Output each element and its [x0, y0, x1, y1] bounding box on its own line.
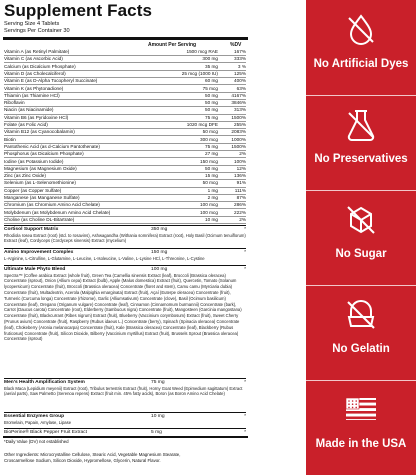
section-name: Cortisol Support Matrix — [4, 226, 59, 232]
nutrient-name: Vitamin D (as Cholecalciferol) — [4, 70, 66, 76]
nutrient-amount: 2 mg — [207, 195, 218, 200]
nutrient-dv: 333% — [234, 56, 246, 62]
nutrient-amount: 300 mcg — [200, 136, 218, 142]
nutrient-name: Copper (as Copper Sulfate) — [4, 187, 62, 193]
claims-rail — [306, 0, 416, 475]
nutrient-dv: 4167% — [231, 92, 246, 98]
footer-rule — [3, 436, 248, 438]
nutrient-amount: 25 mcg (1000 IU) — [181, 70, 218, 76]
table-row — [4, 202, 246, 209]
table-row — [4, 137, 246, 144]
claim-badge — [306, 0, 416, 96]
nutrient-name: Niacin (as Niacinamide) — [4, 107, 54, 113]
nutrient-amount: 60 mg — [204, 78, 218, 84]
dv-note: *Daily Value (DV) not established — [4, 438, 69, 444]
nutrient-name: Chromium (as Chromium Amino Acid Chelate) — [4, 202, 100, 208]
table-row — [4, 78, 246, 85]
table-row — [4, 86, 246, 93]
nutrient-name: Magnesium (as Magnesium Oxide) — [4, 165, 77, 171]
nutrient-name: Vitamin B12 (as Cyanocobalamin) — [4, 129, 75, 135]
table-row — [4, 180, 246, 187]
claim-label: No Gelatin — [332, 343, 390, 355]
nutrient-dv: 286% — [234, 202, 246, 208]
nutrient-dv: 136% — [234, 173, 246, 179]
section-dv: * — [244, 413, 246, 419]
nutrient-name: Calcium (as Dicalcium Phosphate) — [4, 63, 76, 69]
section-amount: 10 mg — [151, 413, 165, 419]
nutrient-amount: 1500 mcg RAE — [186, 49, 218, 54]
section-header — [4, 248, 246, 256]
nutrient-dv: 2083% — [231, 129, 246, 135]
table-row — [4, 71, 246, 78]
table-row — [4, 195, 246, 202]
nutrient-name: Zinc (as Zinc Oxide) — [4, 173, 46, 179]
claim-label: No Sugar — [335, 248, 387, 260]
nutrient-amount: 27 mg — [204, 151, 218, 157]
nutrient-name: Manganese (as Manganese Sulfate) — [4, 195, 80, 200]
section-ingredients: Bromelain, Papain, Amylase, Lipase — [4, 419, 72, 425]
section-header — [4, 412, 246, 420]
nutrient-name: Iodine (as Potassium Iodide) — [4, 158, 64, 164]
column-amount-header: Amount Per Serving — [148, 42, 197, 48]
bioperine-row — [4, 428, 246, 436]
section-amount: 100 mg — [151, 266, 168, 272]
nutrient-name: Vitamin A (as Retinyl Palmitate) — [4, 49, 70, 54]
nutrient-dv: 1500% — [231, 114, 246, 120]
table-row — [4, 188, 246, 195]
nutrient-name: Biotin — [4, 136, 16, 142]
nutrient-name: Vitamin B6 (as Pyridoxine HCl) — [4, 114, 69, 120]
nutrient-name: Thiamin (as Thiamine HCl) — [4, 92, 60, 98]
panel-title: Supplement Facts — [4, 1, 153, 20]
table-row — [4, 115, 246, 122]
table-row — [4, 129, 246, 136]
section-name: Amino Improvement Complex — [4, 249, 74, 255]
table-row — [4, 217, 246, 224]
section-dv: * — [244, 249, 246, 255]
nutrient-name: Vitamin C (as Ascorbic Acid) — [4, 56, 63, 62]
section-amount: 350 mg — [151, 226, 168, 232]
claim-badge — [306, 190, 416, 286]
section-name: Essential Enzymes Group — [4, 413, 65, 419]
section-name: Ultimate Male Phyto Blend — [4, 266, 66, 272]
nutrient-name: Riboflavin — [4, 100, 25, 106]
nutrient-name: Selenium (as L-Selenomethionine) — [4, 180, 76, 186]
section-ingredients: Rhodiola rosea Extract (root) (std. to rosavins), Ashwagandha (Withania somnifera) Extract (root), Holy Basil (Ocimum tenuiflorum) Extract (leaf), Cordyceps (Cordyceps sinensis) Extract (mycelium) — [4, 232, 246, 244]
no-gelatin-icon — [343, 297, 379, 333]
table-row — [4, 107, 246, 114]
no-preservatives-icon — [343, 107, 379, 143]
claim-label: No Preservatives — [314, 153, 408, 165]
table-row — [4, 144, 246, 151]
bioperine-amount: 5 mg — [151, 429, 162, 435]
nutrient-amount: 100 mcg — [200, 202, 218, 208]
no-dyes-icon — [343, 12, 379, 48]
nutrient-name: Vitamin E (as D-Alpha Tocopheryl Succinate) — [4, 78, 98, 84]
section-amount: 75 mg — [151, 379, 165, 385]
section-header — [4, 225, 246, 233]
section-header — [4, 378, 246, 386]
nutrient-amount: 75 mcg — [202, 85, 218, 91]
claim-label: No Artificial Dyes — [313, 58, 409, 70]
nutrient-dv: 87% — [236, 195, 246, 200]
section-ingredients: L-Arginine, L-Citrulline, L-Glutamine, L-Leucine, L-Isoleucine, L-Valine, L-Lysine HCl, L-Threonine, L-Cystine — [4, 255, 205, 261]
nutrient-amount: 150 mcg — [200, 158, 218, 164]
section-dv: * — [244, 266, 246, 272]
nutrient-amount: 75 mg — [204, 143, 218, 149]
nutrient-dv: 125% — [234, 70, 246, 76]
section-dv: * — [244, 379, 246, 385]
nutrient-dv: 313% — [234, 107, 246, 113]
nutrient-amount: 300 mg — [202, 56, 218, 62]
no-sugar-icon — [343, 202, 379, 238]
nutrient-name: Vitamin K (as Phytonadione) — [4, 85, 64, 91]
nutrient-dv: 2% — [239, 216, 246, 222]
nutrient-dv: 1000% — [231, 136, 246, 142]
nutrient-name: Pantothenic Acid (as d-Calcium Pantothenate) — [4, 143, 100, 149]
header-rule — [3, 37, 248, 40]
section-amount: 150 mg — [151, 249, 168, 255]
column-dv-header: %DV — [230, 42, 242, 48]
other-ingredients: Croscarmellose Sodium, Silicon Dioxide, Hypromellose, Glycerin, Natural Flavor. — [4, 458, 161, 464]
claim-badge — [306, 95, 416, 191]
nutrient-dv: 255% — [234, 122, 246, 127]
nutrient-dv: 1500% — [231, 143, 246, 149]
table-row — [4, 56, 246, 63]
nutrient-amount: 50 mcg — [202, 129, 218, 135]
nutrient-amount: 35 mg — [204, 63, 218, 69]
claim-badge — [306, 285, 416, 381]
nutrient-dv: 2% — [239, 151, 246, 157]
nutrient-dv: 3846% — [231, 100, 246, 106]
nutrient-amount: 50 mg — [204, 165, 218, 171]
nutrient-amount: 100 mcg — [200, 209, 218, 215]
nutrient-dv: 400% — [234, 78, 246, 84]
nutrient-dv: 167% — [234, 49, 246, 54]
table-row — [4, 166, 246, 173]
table-row — [4, 49, 246, 56]
nutrient-name: Phosphorus (as Dicalcium Phosphate) — [4, 151, 84, 157]
nutrient-amount: 75 mg — [204, 114, 218, 120]
nutrient-dv: 100% — [234, 158, 246, 164]
section-name: Men's Health Amplification System — [4, 379, 85, 385]
other-ingredients: Other Ingredients: Microcrystalline Cellulose, Stearic Acid, Vegetable Magnesium Stearate, — [4, 451, 181, 457]
servings-per-container: Servings Per Container 30 — [4, 27, 70, 34]
nutrient-dv: 91% — [236, 180, 246, 186]
serving-size: Serving Size 4 Tablets — [4, 21, 60, 27]
section-dv: * — [244, 226, 246, 232]
section-header — [4, 265, 246, 273]
table-row — [4, 151, 246, 158]
table-row — [4, 64, 246, 71]
nutrient-amount: 50 mg — [204, 100, 218, 106]
nutrient-dv: 12% — [236, 165, 246, 171]
usa-flag-icon — [343, 392, 379, 428]
table-row — [4, 93, 246, 100]
nutrient-amount: 50 mcg — [202, 180, 218, 186]
table-row — [4, 122, 246, 129]
table-row — [4, 173, 246, 180]
nutrient-amount: 50 mg — [204, 107, 218, 113]
nutrient-amount: 15 mg — [204, 173, 218, 179]
section-ingredients: Spectra™ (Coffee arabica Extract (whole fruit), Green Tea (Camellia sinensis Extract (leaf), Broccoli (Brassica oleracea) Concentrate (sprout), Onion (Allium cepa) Extract (bulb), Apple (Malus domestica) Extract (fruit), Quercetin, Tomato (Solanum lycopersicum) Concentrate (fruit), Broccoli (Brassica oleracea) Concentrate (floret and stem), Camu camu (Myrciaria dubia) Concentrate (fruit), Multadextrin, Acerola (Malpighia emarginata) Extract (fruit), Açaí (Euterpe oleracea) Concentrate (fruit), Turmeric (Curcuma longa) Concentrate (rhizome), Garlic (Alliumsativum) Concentrate (clove), Basil (Ocimum basilicum) Concentrate (leaf), Oregano (Origanum vulgare) Concentrate (leaf), Cinnamon (Cinnamomum burmannii) Concentrate (bark), Carrot (Daucus carota) Concentrate (root), Elderberry (Sambucus nigra) Concentrate (fruit), Mangosteen (Garcinia mangostana) Concentrate (fruit), Blackcurrant (Ribes nigrum) Extract (fruit), Blueberry (Vaccinium corymbosum) Extract (fruit), Sweet Cherry (Prunus avium) Concentrate (fruit), Raspberry (Rubus idaeus L.) Concentrate (berry), Spinach (Spinacia oleracea) Concentrate (leaf), Chokeberry (Aronia melanocarpa) Concentrate (fruit), Kale (Brassica oleracea) Concentrate (leaf), Blackberry (Rubus fruticosus) Concentrate (fruit), Silicon Dioxide, Bilberry (Vaccinium myrtillus) Extract (fruit), Brussels Sprout (Brassica oleracea) Concentrate (sprout) — [4, 272, 242, 342]
bioperine-dv: * — [244, 429, 246, 435]
nutrient-dv: 63% — [236, 85, 246, 91]
nutrient-amount: 1 mg — [207, 187, 218, 193]
claim-badge — [306, 380, 416, 475]
nutrient-name: Molybdenum (as Molybdenum Amino Acid Chelate) — [4, 209, 111, 215]
table-row — [4, 100, 246, 107]
nutrient-amount: 10 mg — [204, 216, 218, 222]
claim-label: Made in the USA — [315, 438, 407, 450]
nutrient-amount: 50 mg — [204, 92, 218, 98]
nutrient-name: Choline (as Choline DL-Bitartrate) — [4, 216, 75, 222]
nutrient-amount: 1020 mcg DFE — [186, 122, 218, 127]
nutrient-name: Folate (as Folic Acid) — [4, 122, 48, 127]
nutrient-dv: 222% — [234, 209, 246, 215]
nutrient-dv: 3 % — [237, 63, 246, 69]
nutrient-dv: 111% — [234, 187, 246, 193]
table-row — [4, 210, 246, 217]
bioperine-name: BioPerine® Black Pepper Fruit Extract — [4, 429, 87, 435]
section-ingredients: Black Maca (Lepidium meyenii) Extract (root), Tribulus terrestris Extract (fruit), Horny Goat Weed (Epimedium sagittatum) Extract (aerial parts), Saw Palmetto (Serenoa repens) Extract (fruit min. 45% fatty acids), Boron (as Boron Amino Acid Chelate) — [4, 385, 243, 397]
table-row — [4, 159, 246, 166]
